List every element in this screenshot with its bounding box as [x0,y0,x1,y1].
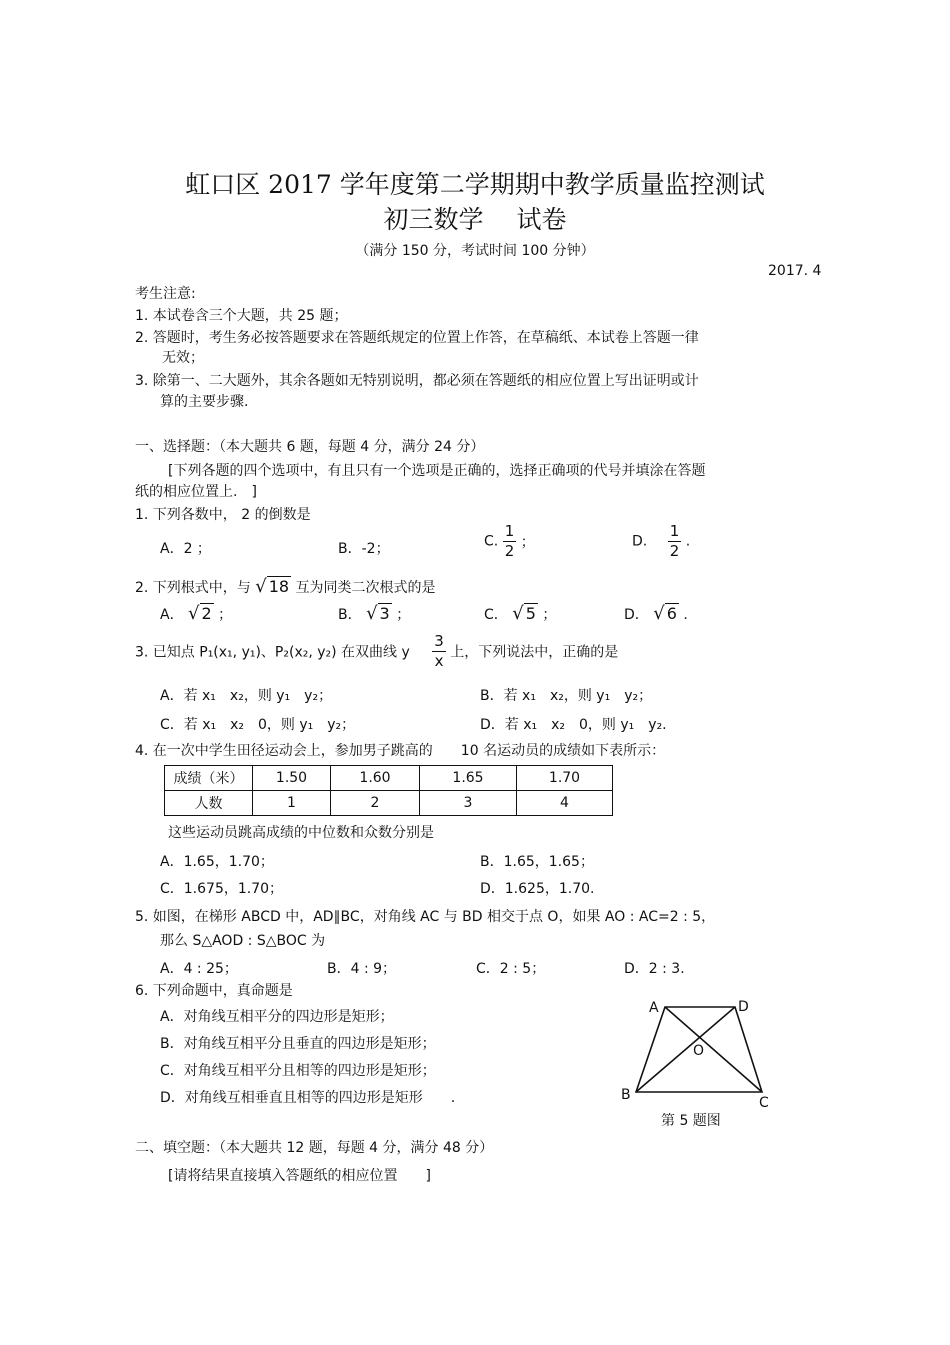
q2-radical [255,576,291,597]
notes-heading: 考生注意: [135,286,196,302]
section2-instructions: [请将结果直接填入答题纸的相应位置 ] [168,1168,431,1184]
sqrt-icon: √ [366,603,378,624]
q1-d-suffix: . [685,533,691,550]
q6-stem: 6. 下列命题中，真命题是 [135,983,293,999]
q4-option-a: A．1.65，1.70； [160,854,274,870]
q6-option-a: A．对角线互相平分的四边形是矩形； [160,1009,394,1025]
table-cell: 1.70 [517,766,613,791]
table-cell: 成绩（米） [165,766,253,791]
q2-a-label: A． [160,607,184,623]
fraction-denominator: 2 [669,541,680,560]
exam-title: 虹口区 2017 学年度第二学期期中教学质量监控测试 [185,170,765,199]
q6-option-c: C．对角线互相平分且相等的四边形是矩形； [160,1063,436,1079]
q1-d-label: D. [632,533,648,550]
fraction-numerator: 3 [434,632,444,650]
fraction-numerator: 1 [669,522,680,540]
q5-option-a: A．4 : 25； [160,961,238,977]
q1-stem: 1. 下列各数中， 2 的倒数是 [135,507,311,523]
q5-option-c: C．2 : 5； [476,961,546,977]
q2-b-suffix: ； [396,607,411,623]
exam-meta: （满分 150 分，考试时间 100 分钟） [355,243,595,259]
q2-option-b [338,603,410,624]
vertex-label-a: A [649,1000,659,1016]
q1-c-label: C. [484,533,499,550]
scores-table [164,765,613,816]
q1-option-d [632,522,690,561]
q2-option-a [160,603,232,624]
q3-stem-a: 3. 已知点 P₁(x₁, y₁)、P₂(x₂, y₂) 在双曲线 y [135,644,410,661]
note-item: 2. 答题时，考生务必按答题要求在答题纸规定的位置上作答，在草稿纸、本试卷上答题一律 [135,330,699,346]
q2-stem-a: 2. 下列根式中，与 [135,580,251,596]
q4-stem: 4. 在一次中学生田径运动会上，参加男子跳高的 10 名运动员的成绩如下表所示： [135,743,666,759]
q2-a-radical [188,603,214,624]
exam-date: 2017. 4 [768,263,822,279]
figure-caption: 第 5 题图 [661,1113,721,1129]
q2-option-c [484,603,556,624]
note-item: 1. 本试卷含三个大题，共 25 题； [135,308,348,324]
note-item: 无效； [162,350,204,366]
vertex-label-d: D [738,999,749,1015]
section1-instructions: [下列各题的四个选项中，有且只有一个选项是正确的，选择正确项的代号并填涂在答题 [168,463,706,479]
table-cell: 1.65 [420,766,517,791]
q2-d-suffix: . [683,607,688,623]
radicand: 5 [525,604,536,623]
q1-option-b: B．-2； [338,541,390,557]
table-cell: 1.60 [331,766,420,791]
q6-option-b: B．对角线互相平分且垂直的四边形是矩形； [160,1036,436,1052]
note-item: 算的主要步骤. [160,394,249,410]
exam-subject-title: 初三数学 试卷 [383,205,567,234]
sqrt-icon: √ [188,603,200,624]
radicand: 3 [379,604,390,623]
q2-d-label: D． [624,607,649,623]
table-cell: 3 [420,791,517,816]
table-cell: 1 [253,791,331,816]
fraction-numerator: 1 [504,522,515,540]
q5-stem: 5. 如图，在梯形 ABCD 中，AD∥BC，对角线 AC 与 BD 相交于点 O，如果 AO : AC=2 : 5， [135,909,716,925]
q2-a-suffix: ； [218,607,233,623]
fraction-denominator: 2 [504,541,515,560]
section1-heading: 一、选择题：（本大题共 6 题，每题 4 分，满分 24 分） [135,439,485,455]
q1-option-a: A．2 ； [160,541,211,557]
sqrt-icon: √ [255,576,267,597]
q2-stem [135,576,436,597]
table-cell: 4 [517,791,613,816]
q4-followup: 这些运动员跳高成绩的中位数和众数分别是 [168,825,434,841]
q4-option-b: B．1.65，1.65； [480,854,594,870]
q3-option-b: B．若 x₁ x₂，则 y₁ y₂； [480,688,653,704]
vertex-label-b: B [621,1087,631,1103]
q1-c-fraction [503,522,517,561]
table-cell: 1.50 [253,766,331,791]
q3-fraction [432,632,446,671]
q1-c-suffix: ； [520,534,535,551]
q3-option-d: D．若 x₁ x₂ 0，则 y₁ y₂. [480,717,667,733]
intersection-label-o: O [693,1043,705,1059]
table-row [165,766,613,791]
q2-c-label: C． [484,607,508,623]
diagonal-ac [665,1007,762,1092]
q4-option-c: C．1.675，1.70； [160,881,284,897]
q2-c-suffix: ； [542,607,557,623]
q2-stem-b: 互为同类二次根式的是 [295,580,436,596]
radicand: 6 [666,604,677,623]
vertex-label-c: C [759,1095,769,1111]
q2-c-radical [512,603,538,624]
q1-option-c [484,522,535,561]
table-row [165,791,613,816]
q2-b-label: B． [338,607,362,623]
fraction-denominator: x [434,651,444,670]
q3-option-c: C．若 x₁ x₂ 0，则 y₁ y₂； [160,717,356,733]
q3-stem [135,632,618,671]
table-cell: 人数 [165,791,253,816]
radicand: 2 [201,604,212,623]
q6-option-d: D．对角线互相垂直且相等的四边形是矩形 . [160,1090,456,1106]
q4-option-d: D．1.625，1.70. [480,881,595,897]
q2-d-radical [653,603,679,624]
q5-stem-cont: 那么 S△AOD : S△BOC 为 [160,933,326,949]
sqrt-icon: √ [653,603,665,624]
q2-b-radical [366,603,392,624]
sqrt-icon: √ [512,603,524,624]
section1-instructions-cont: 纸的相应位置上. ] [135,484,257,500]
table-cell: 2 [331,791,420,816]
q2-option-d [624,603,688,624]
q3-stem-b: 上，下列说法中，正确的是 [450,644,619,661]
section2-heading: 二、填空题：（本大题共 12 题，每题 4 分，满分 48 分） [135,1140,494,1156]
q5-option-d: D．2 : 3. [624,961,685,977]
q3-option-a: A．若 x₁ x₂，则 y₁ y₂； [160,688,333,704]
q5-option-b: B．4 : 9； [327,961,397,977]
note-item: 3. 除第一、二大题外，其余各题如无特别说明，都必须在答题纸的相应位置上写出证明或计 [135,373,699,389]
radicand: 18 [268,577,290,596]
q1-d-fraction [668,522,682,561]
